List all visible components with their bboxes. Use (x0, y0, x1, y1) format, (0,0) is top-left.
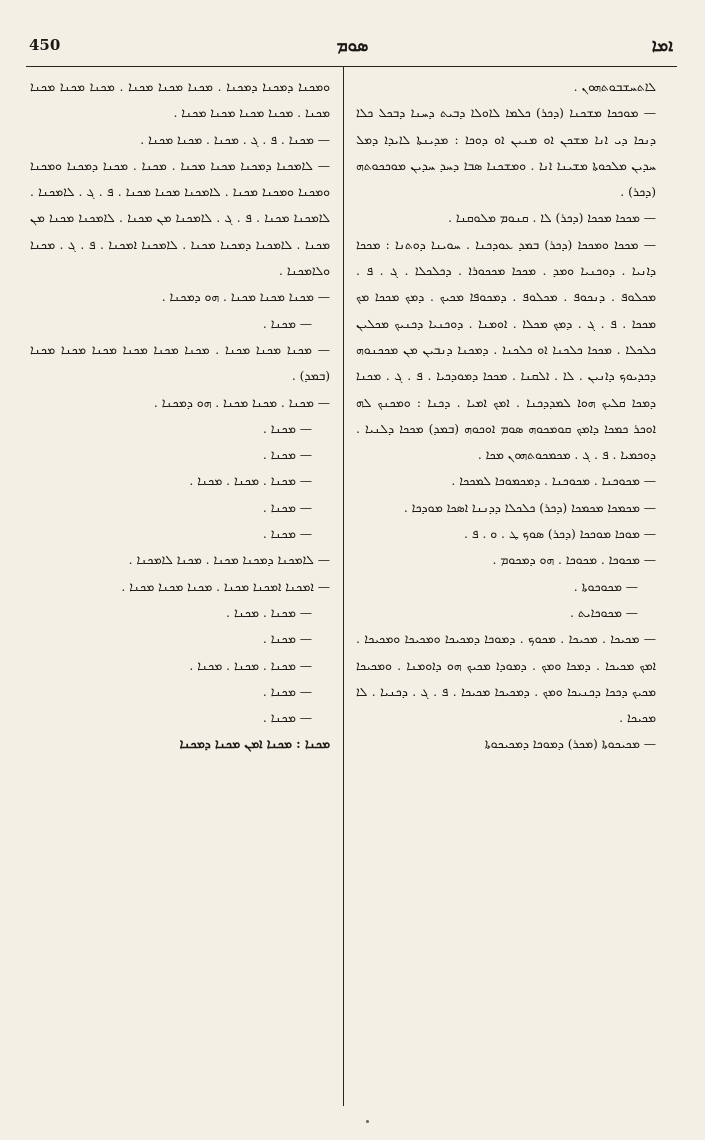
dictionary-entry: — ܡܘܟܟܐ ܡܫܟܢܐ (ܕܟܪ) ܟܠܡܐ ܠܐܘܠܐ ܕܒܝܬ ܕܚܢܐ ܕܒܟܠ ܟܠܐ ܕܢܟܐ ܕܝ ܐܢܐ ܡܫܟܢ ܐܘ ܡܢܝܢ ܐܘ ܕܘܟܐ : ܡܕܝܢܬܐ ܠܐܝܕܐ ܕܡܠ ܚܕܝܢ ܡܠܟܘܬܐ ܡܫܝܢܐ ܐܢܐ . ܘܡܫܟܢܐ ܣܒܐ ܕܚܕ ܚܕܝܢ ܡܘܟܟܘܬܗ (ܕܟܪ) . (356, 106, 656, 200)
dictionary-entry: — ܡܟܢܐ . (262, 527, 312, 542)
page-header (0, 36, 705, 62)
dictionary-entry: — ܡܘܟܐ ܡܘܟܟܐ (ܕܟܪ) ܣܘܟ ܛ . ܘ . ܦ . (463, 527, 656, 542)
running-head: ܣܘܡ (336, 36, 369, 56)
dictionary-entry: — ܡܟܢܐ ܡܟܢܐ ܡܟܢܐ . ܗܘ ܕܡܟܢܐ . (161, 290, 330, 305)
dictionary-entry: — ܐܡܟܢܐ ܐܡܟܢܐ ܡܟܢܐ . ܡܟܢܐ ܡܟܢܐ ܡܟܢܐ . (121, 579, 330, 594)
dictionary-entry: ܡܟܢܐ : ܡܟܢܐ ܐܡܢ ܡܟܢܐ ܕܡܟܢܐ (179, 736, 330, 752)
dictionary-entry: — ܡܟܘܟܐܝܬ . (570, 605, 638, 620)
dictionary-entry: — ܡܟܢܐ . ܡܟܢܐ . ܡܟܢܐ . (189, 658, 312, 673)
dictionary-entry: — ܡܟܘܟܘܬܐ . (573, 579, 638, 594)
dictionary-entry: — ܡܟܟܐ ܘܡܟܟܐ (ܕܟܪ) ܒܡܕ ܥܘܕܟܢܐ . ܚܘܝܢܐ ܕܘܬܢܐ : ܡܟܟܐ ܕܐܢܝܐ . ܕܘܟܢܝܐ ܘܡܕ . ܡܟܟܐ ܡܟܟܘܪܐ . ܕܟܠܟܠܐ . ܓ . ܦ . ܡܟܠܘܦ . ܕܢܟܘܦ . ܡܟܠܘܦ . ܕܡܟܘܦܐ ܡܟܝܟ . ܕܡܟ ܡܟܟܐ ܡܟ ܡܟܟܐ . ܦ . ܓ . ܕܡܟ ܡܟܠܐ . ܐܘܡܢܐ . ܕܘܟܢܝܐ ܕܟܢܝܟ ܡܟܠܝܢ ܟܠܟܠܐ . ܡܟܟܐ ܟܠܟܢܐ ܐܘ ܟܠܟܢܐ . ܕܡܟܢܐ ܕܢܒܝܢ ܡܢ ܡܟܟܢܘܗ ܕܟܕܝܘܟ ܕܐܢܝܢ . ܠܐ . ܐܠܩܢܐ . ܡܟܟܐ ܕܡܘܕܟܝܐ . ܦ . ܓ . ܡܟܢܐ ܕܡܟܐ ܩܠܝܟ ܗܘܐ ܠܡܕܕܟܢܐ . ܐܡܟ ܐܡܝܐ . ܕܟܢܐ : ܘܡܟܢܟ ܠܗ ܐܘܟܪ ܟܡܟܐ ܕܐܡܟ ܩܘܡܟܘܗ ܣܘܡ ܐܘܟܘܗ (ܒܡܕ) ܡܟܟܐ ܕܠܢܝܐ . ܕܘܟܡܝܐ . ܦ . ܓ . ܡܟܡܟܘܬܗܘܢ ܡܟܐ . (356, 237, 656, 463)
dictionary-entry: ܠܐܬܚܫܒܘܬܗܘܢ . (573, 80, 656, 94)
dictionary-entry: — ܡܟܢܐ . ܡܟܢܐ . (226, 605, 312, 620)
dictionary-entry: — ܡܟܢܐ . (262, 684, 312, 699)
dictionary-entry: — ܡܟܢܐ . (262, 632, 312, 647)
page-number: 450 (29, 36, 61, 54)
dictionary-entry: — ܡܟܟܐ ܡܟܟܐ (ܕܟܪ) ܠܐ . ܩܢܘܡ ܡܠܘܩܢܐ . (448, 211, 656, 226)
dictionary-entry: — ܡܟܝܟܘܬܐ (ܡܟܪ) ܕܡܘܟܐ ܕܡܟܝܟܘܬܐ (484, 737, 656, 752)
dictionary-entry: — ܠܐܡܟܢܐ ܕܡܟܢܐ ܡܟܢܐ ܡܟܢܐ . ܡܟܢܐ . ܡܟܢܐ ܕܡܟܢܐ ܘܡܟܢܐ ܘܡܟܢܐ ܘܡܟܢܐ ܡܟܢܐ . ܠܐܡܟܢܐ ܡܟܢܐ ܡܟܢܐ . ܦ . ܓ . ܠܐܡܟܢܐ . ܠܐܡܟܢܐ ܡܟܢܐ . ܦ . ܓ . ܠܐܡܟܢܐ ܡܢ ܡܟܢܐ . ܠܐܡܟܢܐ ܡܟܢܐ ܡܢ ܡܟܢܐ . ܠܐܡܟܢܐ ܕܡܟܢܐ ܡܟܢܐ . ܠܐܡܟܢܐ ܐܡܟܢܐ . ܦ . ܓ . ܡܟܢܐ ܘܠܐܡܟܢܐ . (30, 158, 330, 279)
dictionary-entry: — ܡܟܘܟܐ . ܡܟܘܟܐ . ܗܘ ܕܡܟܘܡ . (492, 553, 656, 568)
dictionary-entry: — ܡܟܢܐ . (262, 500, 312, 515)
dictionary-entry: — ܠܐܡܟܢܐ ܕܡܟܢܐ ܡܟܢܐ . ܡܟܢܐ ܠܐܡܟܢܐ . (128, 553, 330, 568)
dictionary-entry: — ܡܟܢܐ . (262, 316, 312, 331)
dictionary-entry: ܘܡܟܢܐ ܕܡܟܢܐ ܕܡܟܢܐ . ܡܟܢܐ ܡܟܢܐ ܡܟܢܐ . ܡܟܢܐ ܡܟܢܐ ܡܟܢܐ ܡܟܢܐ . ܡܟܢܐ ܡܟܢܐ ܡܟܢܐ ܡܟܢܐ . (30, 80, 330, 121)
page-speck (366, 1120, 369, 1123)
dictionary-entry: — ܡܟܢܐ . ܦ . ܓ . ܡܟܢܐ . ܡܟܢܐ ܡܟܢܐ . (140, 132, 330, 147)
column-divider (343, 66, 344, 1106)
dictionary-entry: — ܡܟܘܟܢܐ . ܡܟܘܟܢܐ . ܕܡܟܡܘܟܐ ܠܡܟܟܐ . (451, 474, 656, 489)
dictionary-entry: — ܡܟܢܐ . ܡܟܢܐ . ܡܟܢܐ . (189, 474, 312, 489)
header-rule (26, 66, 677, 67)
dictionary-entry: — ܡܟܢܐ . ܡܟܢܐ ܡܟܢܐ . ܗܘ ܕܡܟܢܐ . (153, 395, 330, 410)
dictionary-entry: — ܡܟܢܐ . (262, 711, 312, 726)
dictionary-entry: — ܡܟܡܟܐ ܡܟܡܟܐ (ܕܟܪ) ܟܠܟܠܐ ܕܕܢܢܐ ܐܣܟܐ ܡܘܕܟܐ . (403, 500, 656, 515)
dictionary-entry: — ܡܟܝܟܐ . ܡܟܝܟܐ . ܡܟܘܟ . ܕܡܘܟܐ ܕܡܟܝܟܐ ܘܡܟܝܟܐ ܘܡܟܝܟܐ . ܐܡܟ ܡܟܝܟܐ . ܕܡܟܐ ܘܡܟ . ܕܡܘܕܐ ܡܟܝܟ ܗܘ ܕܐܘܡܢܐ . ܘܡܟܝܟܐ ܡܟܝܟ ܕܟܟܐ ܕܟܢܝܟܐ ܘܡܟ . ܕܡܟܝܟܐ ܡܟܝܟܐ . ܦ . ܓ . ܕܟܢܝܐ . ܠܐ ܡܟܝܟܐ . (356, 632, 656, 726)
left-column (30, 74, 330, 758)
dictionary-entry: — ܡܟܢܐ . (262, 448, 312, 463)
dictionary-entry: — ܡܟܢܐ ܡܟܢܐ ܡܟܢܐ . ܡܟܢܐ ܡܟܢܐ ܡܟܢܐ ܡܟܢܐ ܡܟܢܐ ܡܟܢܐ (ܒܡܕ) . (30, 342, 330, 384)
dictionary-entry: — ܡܟܢܐ . (262, 421, 312, 436)
right-column (356, 74, 656, 758)
page-guideword: ܐܡܐ (651, 36, 673, 56)
